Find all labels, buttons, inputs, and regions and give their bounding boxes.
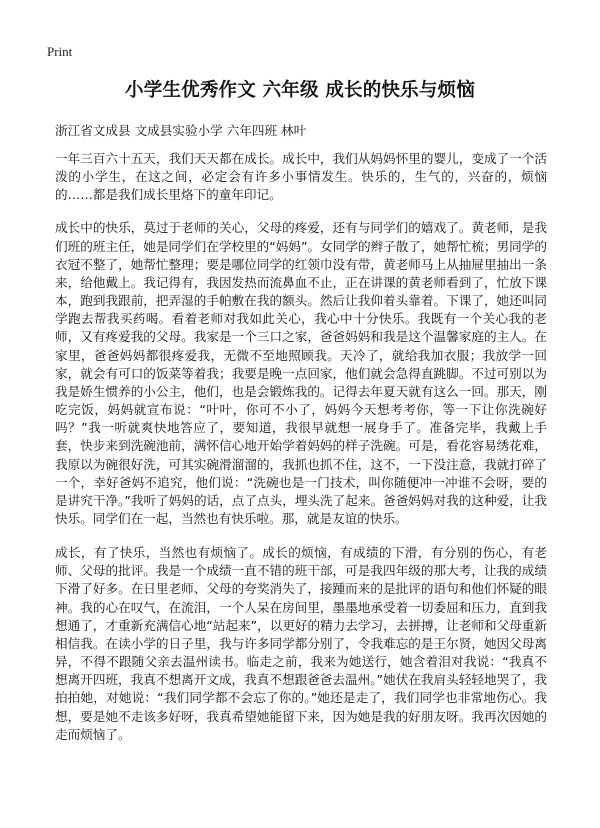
- article-paragraph: 成长，有了快乐，当然也有烦恼了。成长的烦恼，有成绩的下滑，有分别的伤心，有老师、父母的批评。我是一个成绩一直不错的班干部，可是我四年级的那大考，让我的成绩下滑了好多。在日里老师、父母的夸奖消失了，接踵而来的是批评的语句和他们怀疑的眼神。我的心在叹气，在流泪，一个人呆在房间里，墨墨地承受着一切委屈和压力，直到我想通了，才重新充满信心地“站起来”，以更好的精力去学习，去拼搏，让老师和父母重新相信我。在读小学的日子里，我与许多同学都分别了，令我难忘的是王尔贤，她因父母离异，不得不跟随父亲去温州读书。临走之前，我来为她送行，她含着泪对我说：“我真不想离开四班，我真不想离开文成，我真不想跟爸爸去温州。”她伏在我肩头轻轻地哭了，我拍拍她，对她说：“我们同学都不会忘了你的。”她还是走了，我们同学也非常地伤心。我想，要是她不走该多好呀，我真希望她能留下来，因为她是我的好朋友呀。我再次因她的走而烦恼了。: [55, 545, 547, 742]
- author-byline: 浙江省文成县 文成县实验小学 六年四班 林叶: [55, 123, 307, 138]
- article-body: [55, 150, 547, 760]
- article-paragraph: 成长中的快乐，莫过于老师的关心，父母的疼爱，还有与同学们的嬉戏了。黄老师，是我们班的班主任，她是同学们在学校里的“妈妈”。女同学的辫子散了，她帮忙梳；男同学的衣冠不整了，她帮忙整理；要是哪位同学的红领巾没有带，黄老师马上从抽屉里抽出一条来，给他戴上。我记得有，我因发热而流鼻血不止，正在讲课的黄老师看到了，忙放下课本，跑到我跟前，把弄湿的手帕敷在我的额头。然后让我仰着头靠着。下课了，她还叫同学跑去帮我买药喝。看着老师对我如此关心，我心中十分快乐。我既有一个关心我的老师，又有疼爱我的父母。我家是一个三口之家，爸爸妈妈和我是这个温馨家庭的主人。在家里，爸爸妈妈都很疼爱我，无微不至地照顾我。天冷了，就给我加衣服；我放学一回家，就会有可口的饭菜等着我；我要是晚一点回家，他们就会急得直跳脚。不过可别以为我是娇生惯养的小公主，他们，也是会锻炼我的。记得去年夏天就有这么一回。那天，刚吃完饭，妈妈就宣布说：“叶叶，你可不小了，妈妈今天想考考你，等一下让你洗碗好吗？”我一听就爽快地答应了，要知道，我很早就想一展身手了。准备完毕，我戴上手套，快步来到洗碗池前，满怀信心地开始学着妈妈的样子洗碗。可是，看花容易绣花难，我原以为碗很好洗，可其实碗滑溜溜的，我抓也抓不住，这不，一下没注意，我就打碎了一个，幸好爸妈不追究，他们说：“洗碗也是一门技术，叫你随便冲一冲谁不会呀，要的是讲究干净。”我听了妈妈的话，点了点头，埋头洗了起来。爸爸妈妈对我的这种爱，让我快乐。同学们在一起，当然也有快乐啦。那，就是友谊的快乐。: [55, 220, 547, 526]
- article-paragraph: 一年三百六十五天，我们天天都在成长。成长中，我们从妈妈怀里的婴儿，变成了一个活泼的小学生，在这之间，必定会有许多小事情发生。快乐的，生气的，兴奋的，烦恼的……都是我们成长里烙下的童年印记。: [55, 151, 547, 203]
- page-title: 小学生优秀作文 六年级 成长的快乐与烦恼: [125, 80, 475, 101]
- print-link[interactable]: Print: [47, 44, 73, 59]
